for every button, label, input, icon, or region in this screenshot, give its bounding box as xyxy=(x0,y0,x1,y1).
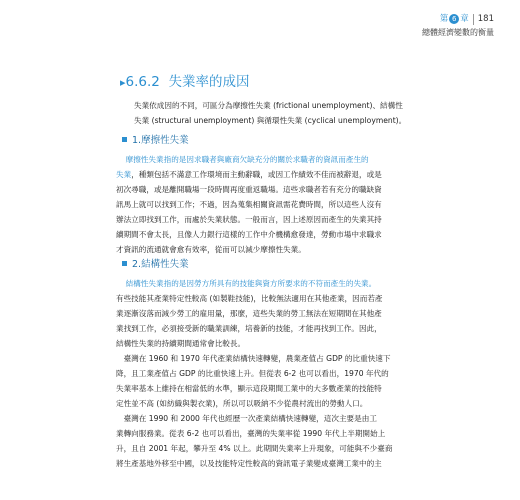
intro-paragraph xyxy=(134,98,434,128)
square-bullet-icon xyxy=(122,137,127,142)
text-line: 訊馬上就可以找到工作；不過，因為蒐集相關資訊需花費時間，所以這些人沒有 xyxy=(116,200,382,209)
chapter-prefix: 第 xyxy=(439,14,449,24)
chapter-number-badge: 6 xyxy=(449,14,459,24)
chapter-suffix: 章 xyxy=(460,14,469,24)
highlight-definition: 失業 xyxy=(116,170,132,179)
running-title: 總體經濟變數的衡量 xyxy=(422,28,494,37)
structural-paragraph xyxy=(116,276,434,471)
section-heading xyxy=(120,70,249,90)
frictional-paragraph xyxy=(116,152,434,257)
text-line: 有些技能其產業特定性較高 (如製鞋技能)，比較無法適用在其他產業，因而若產 xyxy=(116,294,383,303)
text-line: 初次尋職，或是離開職場一段時間再度重返職場。這些求職者若有充分的職缺資 xyxy=(116,185,382,194)
text-line: 失業依成因的不同，可區分為摩擦性失業 (frictional unemployment)、結構性 xyxy=(134,101,403,110)
square-bullet-icon xyxy=(122,261,127,266)
subheading-text: 2.結構性失業 xyxy=(132,259,189,270)
text-line: 臺灣在 1990 和 2000 年代也經歷一次產業結構快速轉變，這次主要是由工 xyxy=(116,414,377,423)
text-line: 失業 (structural unemployment) 與循環性失業 (cyclical unemployment)。 xyxy=(134,116,407,125)
subheading-frictional xyxy=(122,132,189,146)
subheading-text: 1.摩擦性失業 xyxy=(132,135,189,146)
text-line: 結構性失業的持續期間通常會比較長。 xyxy=(116,339,246,348)
running-header xyxy=(422,14,494,38)
text-line: 業轉向服務業。從表 6-2 也可以看出，臺灣的失業率從 1990 年代上半期開始上 xyxy=(116,429,386,438)
triangle-arrow-icon: ▸ xyxy=(120,76,126,89)
section-title: 失業率的成因 xyxy=(168,74,250,90)
text-line: ，種類包括不滿意工作環境而主動辭職，或因工作績效不佳而被辭退，或是 xyxy=(131,170,382,179)
text-line: 辦法立即找到工作，而處於失業狀態。一般而言，因上述原因而產生的失業其持 xyxy=(116,215,382,224)
text-line: 才資訊的流通就會愈有效率，從而可以減少摩擦性失業。 xyxy=(116,245,306,254)
text-line: 升，且自 2001 年起，攀升至 4% 以上。此期間失業率上升現象，可能與不少臺商 xyxy=(116,444,393,453)
subheading-structural xyxy=(122,256,189,270)
text-line: 定性並不高 (如紡織與製衣業)，所以可以吸納不少從農村流出的勞動人口。 xyxy=(116,399,368,408)
highlight-definition: 結構性失業指的是因勞方所具有的技能與資方所要求的不符而產生的失業。 xyxy=(125,279,377,288)
text-line: 失業率基本上維持在相當低的水準，顯示這段期間工業中的大多數產業的技能特 xyxy=(116,384,382,393)
text-line: 業逐漸沒落而減少勞工的雇用量，那麼，這些失業的勞工無法在短期間在其他產 xyxy=(116,309,382,318)
text-line: 續期間不會太長，且像人力銀行這樣的工作中介機構愈發達，勞動市場中求職求 xyxy=(116,230,382,239)
section-number: 6.6.2 xyxy=(125,74,160,90)
chapter-label xyxy=(422,14,494,25)
text-line: 降，且工業產值占 GDP 的比重快速上升。但從表 6-2 也可以看出，1970 年代的 xyxy=(116,369,389,378)
page-number: 181 xyxy=(473,14,494,25)
highlight-definition: 摩擦性失業指的是因求職者與廠商欠缺充分的關於求職者的資訊而產生的 xyxy=(125,155,369,164)
text-line: 將生產基地外移至中國，以及技能特定性較高的資訊電子業變成臺灣工業中的主 xyxy=(116,459,382,468)
text-line: 業找到工作，必須接受新的職業訓練，培養新的技能，才能再找到工作。因此， xyxy=(116,324,382,333)
text-line: 臺灣在 1960 和 1970 年代產業結構快速轉變，農業產值占 GDP 的比重快速下 xyxy=(116,354,391,363)
